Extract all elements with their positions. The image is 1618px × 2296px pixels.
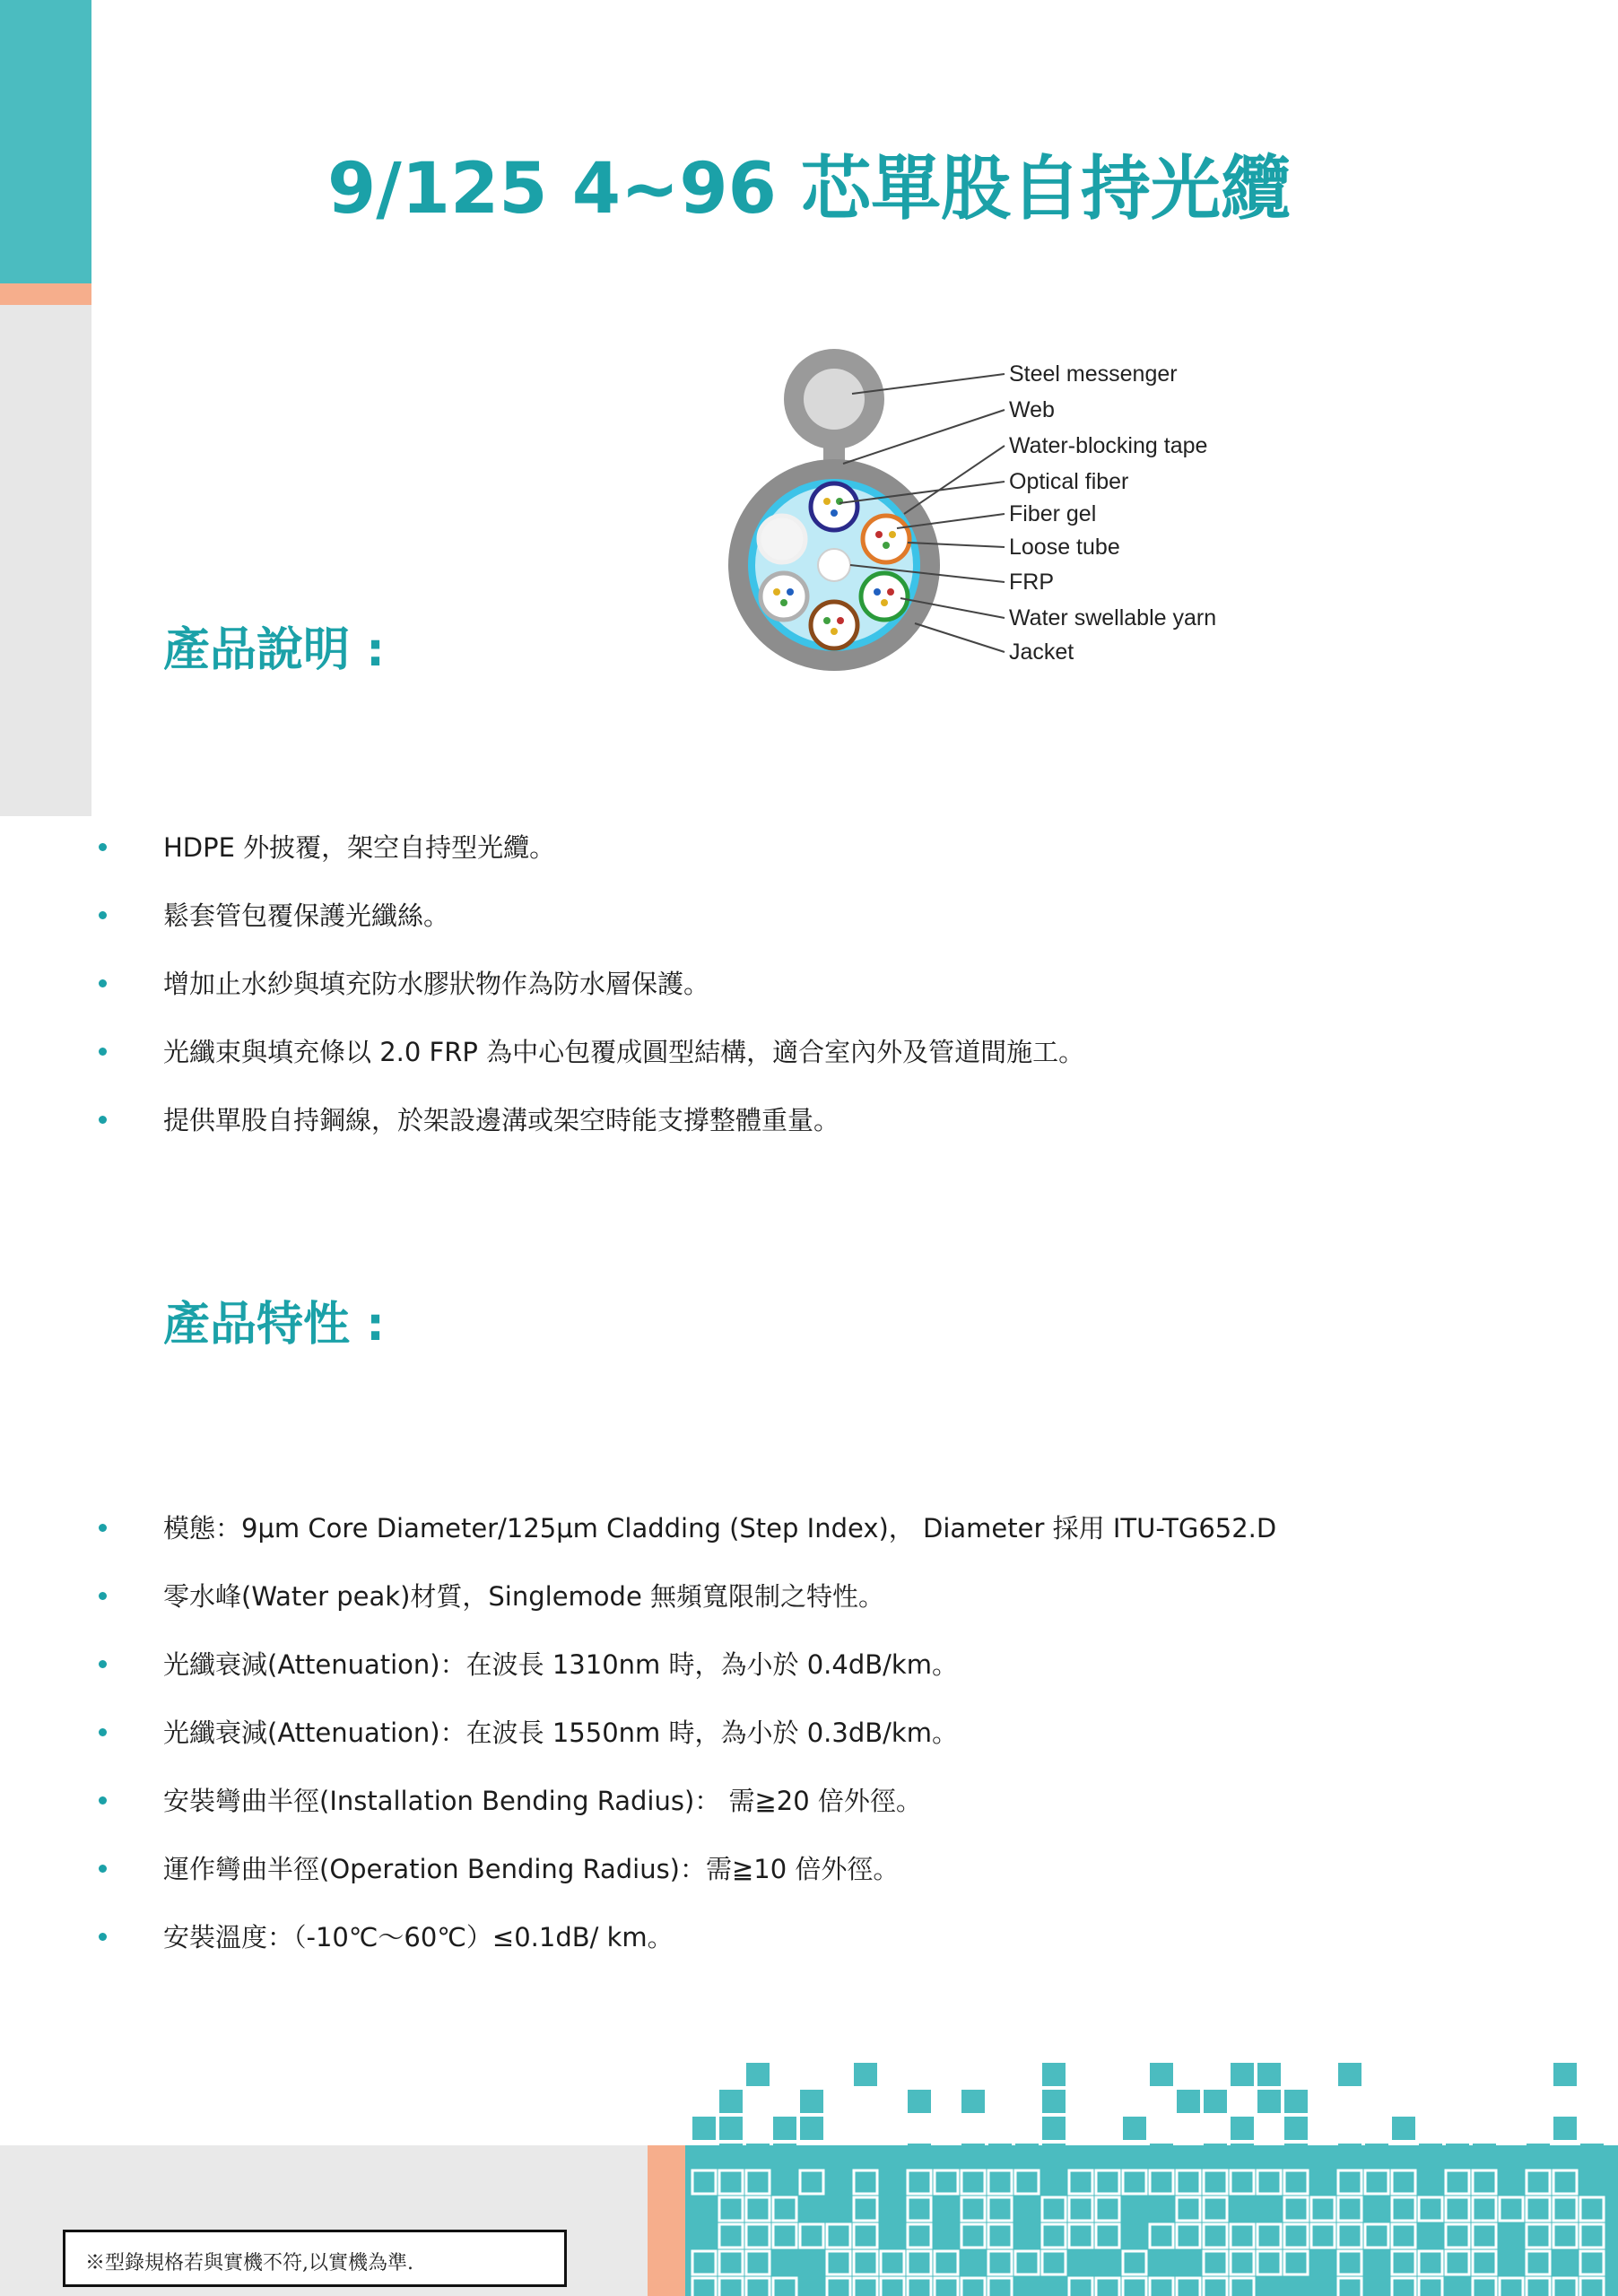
footer-pixel — [908, 2090, 931, 2113]
footer-pixel — [1446, 2197, 1469, 2221]
bullet-icon — [99, 979, 107, 987]
footer-pixel — [719, 2251, 743, 2274]
footer-pixel — [1338, 2063, 1361, 2086]
footer-pixel — [935, 2278, 958, 2296]
footer-pixel — [1177, 2197, 1200, 2221]
footer-pixel — [1042, 2197, 1066, 2221]
footer-pixel — [935, 2251, 958, 2274]
footer-pixel — [1365, 2224, 1388, 2248]
footer-pixel — [1473, 2278, 1496, 2296]
footer-pixel — [908, 2224, 931, 2248]
footer-pixel — [827, 2251, 850, 2274]
footer-pixel — [1392, 2251, 1415, 2274]
footer-pixel — [1069, 2197, 1092, 2221]
footer-pixel — [692, 2117, 716, 2140]
bullet-icon — [99, 1728, 107, 1736]
bullet-icon — [99, 1796, 107, 1805]
footer-pixel — [1015, 2251, 1039, 2274]
footer-pixel — [935, 2170, 958, 2194]
footer-pixel-pattern — [685, 2063, 1618, 2296]
footer-pixel — [1042, 2224, 1066, 2248]
footer-pixel — [961, 2197, 985, 2221]
bullet-icon — [99, 1116, 107, 1124]
loose-tube-green — [861, 573, 908, 620]
footer-pixel — [719, 2197, 743, 2221]
footer-pixel — [1231, 2144, 1254, 2167]
footer-pixel — [1446, 2251, 1469, 2274]
footer-pixel — [1257, 2170, 1281, 2194]
footer-pixel — [881, 2251, 904, 2274]
footer-pixel — [1123, 2251, 1146, 2274]
footer-pixel — [908, 2144, 931, 2167]
footer-pixel — [1365, 2144, 1388, 2167]
bullet-icon — [99, 911, 107, 919]
footer-pixel — [1042, 2251, 1066, 2274]
footer-pixel — [719, 2170, 743, 2194]
footer-pixel — [1580, 2197, 1604, 2221]
footer-pixel — [1284, 2224, 1308, 2248]
footer-pixel — [1527, 2278, 1550, 2296]
footer-pixel — [1204, 2278, 1227, 2296]
footer-pixel — [1392, 2278, 1415, 2296]
bullet-icon — [99, 1592, 107, 1600]
footer-pixel — [746, 2278, 770, 2296]
footer-pixel — [1096, 2278, 1119, 2296]
footer-pixel — [1096, 2224, 1119, 2248]
label-frp: FRP — [1009, 570, 1054, 595]
footer-pixel — [961, 2144, 985, 2167]
footer-pixel — [719, 2224, 743, 2248]
footer-pixel — [1527, 2197, 1550, 2221]
footer-pixel — [961, 2090, 985, 2113]
footer-pixel — [719, 2144, 743, 2167]
loose-tube-brown — [811, 602, 857, 648]
footer-pixel — [719, 2117, 743, 2140]
footer-pixel — [988, 2170, 1012, 2194]
section-heading-description: 產品說明 : — [163, 623, 385, 677]
footer-band-orange — [648, 2145, 685, 2296]
footer-pixel — [1392, 2197, 1415, 2221]
footer-pixel — [1015, 2170, 1039, 2194]
bullet-icon — [99, 843, 107, 851]
footer-pixel — [1392, 2224, 1415, 2248]
footer-pixel — [1580, 2278, 1604, 2296]
label-fiber-gel: Fiber gel — [1009, 501, 1097, 526]
footer-pixel — [1553, 2170, 1577, 2194]
bullet-icon — [99, 1933, 107, 1941]
footer-pixel — [800, 2117, 823, 2140]
footer-pixel — [1284, 2117, 1308, 2140]
footer-pixel — [1311, 2197, 1335, 2221]
footer-pixel — [800, 2170, 823, 2194]
label-optical-fiber: Optical fiber — [1009, 469, 1129, 494]
footer-pixel — [1096, 2170, 1119, 2194]
footer-pixel — [961, 2278, 985, 2296]
label-loose-tube: Loose tube — [1009, 535, 1120, 560]
footer-pixel — [1338, 2170, 1361, 2194]
footer-pixel — [1177, 2170, 1200, 2194]
footer-pixel — [719, 2278, 743, 2296]
footer-pixel — [1473, 2170, 1496, 2194]
footer-pixel — [1015, 2144, 1039, 2167]
footer-pixel — [1257, 2063, 1281, 2086]
label-water-blocking-tape: Water-blocking tape — [1009, 433, 1208, 458]
footer-pixel — [1365, 2170, 1388, 2194]
footer-pixel — [1042, 2144, 1066, 2167]
footer-pixel — [1580, 2251, 1604, 2274]
footer-pixel — [988, 2197, 1012, 2221]
footer-pixel — [1231, 2170, 1254, 2194]
footer-pixel — [1069, 2170, 1092, 2194]
footer-pixel — [1284, 2090, 1308, 2113]
footer-pixel — [1527, 2224, 1550, 2248]
footer-pixel — [988, 2144, 1012, 2167]
footer-pixel — [1580, 2224, 1604, 2248]
footer-pixel — [1311, 2224, 1335, 2248]
bullet-icon — [99, 1524, 107, 1532]
disclaimer-text: ※型錄規格若與實機不符,以實機為準. — [85, 2252, 413, 2274]
footer-pixel — [1204, 2170, 1227, 2194]
footer-pixel — [1284, 2197, 1308, 2221]
footer-pixel — [854, 2197, 877, 2221]
footer-pixel — [1150, 2144, 1173, 2167]
footer-pixel — [1473, 2197, 1496, 2221]
footer-pixel — [961, 2224, 985, 2248]
footer-pixel — [908, 2197, 931, 2221]
footer-pixel — [1446, 2224, 1469, 2248]
footer-pixel — [1150, 2063, 1173, 2086]
footer-pixel — [1338, 2278, 1361, 2296]
footer-pixel — [1042, 2063, 1066, 2086]
footer-pixel — [1257, 2224, 1281, 2248]
footer-pixel — [881, 2278, 904, 2296]
footer-pixel — [1150, 2170, 1173, 2194]
footer-pixel — [908, 2170, 931, 2194]
loose-tube-blue — [811, 483, 857, 530]
section-heading-features: 產品特性 : — [163, 1298, 385, 1352]
label-web: Web — [1009, 397, 1055, 422]
footer-pixel — [854, 2063, 877, 2086]
footer-pixel — [1231, 2117, 1254, 2140]
label-jacket: Jacket — [1009, 639, 1074, 665]
footer-pixel — [1500, 2197, 1523, 2221]
footer-pixel — [854, 2278, 877, 2296]
footer-pixel — [1392, 2170, 1415, 2194]
footer-pixel — [1338, 2197, 1361, 2221]
footer-pixel — [1419, 2278, 1442, 2296]
footer-pixel — [773, 2197, 796, 2221]
footer-pixel — [719, 2090, 743, 2113]
left-accent-bar-gray — [0, 305, 91, 816]
footer-pixel — [1392, 2117, 1415, 2140]
footer-pixel — [692, 2251, 716, 2274]
footer-pixel — [1284, 2170, 1308, 2194]
footer-pixel — [1123, 2117, 1146, 2140]
footer-pixel — [746, 2170, 770, 2194]
footer-pixel — [827, 2278, 850, 2296]
footer-pixel — [773, 2117, 796, 2140]
footer-pixel — [1123, 2170, 1146, 2194]
loose-tube-orange — [863, 516, 909, 562]
bullet-icon — [99, 1660, 107, 1668]
footer-pixel — [1553, 2063, 1577, 2086]
footer-pixel — [988, 2278, 1012, 2296]
footer-pixel — [854, 2170, 877, 2194]
footer-pixel — [1446, 2144, 1469, 2167]
loose-tube-white — [759, 516, 805, 562]
footer-pixel — [1069, 2224, 1092, 2248]
disclaimer-box — [63, 2230, 567, 2287]
footer-pixel — [1150, 2278, 1173, 2296]
steel-messenger-wire — [804, 369, 865, 430]
footer-pixel — [1446, 2170, 1469, 2194]
footer-pixel — [1204, 2197, 1227, 2221]
footer-pixel — [746, 2144, 770, 2167]
footer-pixel — [1231, 2063, 1254, 2086]
footer-pixel — [1204, 2090, 1227, 2113]
footer-pixel — [1553, 2197, 1577, 2221]
footer-pixel — [1338, 2144, 1361, 2167]
cable-cross-section-diagram — [709, 327, 1247, 713]
footer-pixel — [961, 2170, 985, 2194]
footer-pixel — [773, 2224, 796, 2248]
footer-pixel — [1177, 2224, 1200, 2248]
footer-pixel — [1231, 2278, 1254, 2296]
footer-pixel — [1527, 2251, 1550, 2274]
footer-pixel — [1257, 2090, 1281, 2113]
footer-pixel — [1580, 2144, 1604, 2167]
footer-pixel — [854, 2224, 877, 2248]
label-steel-messenger: Steel messenger — [1009, 361, 1178, 387]
footer-pixel — [1150, 2224, 1173, 2248]
footer-pixel — [1527, 2144, 1550, 2167]
footer-pixel — [1473, 2144, 1496, 2167]
footer-pixel — [1096, 2197, 1119, 2221]
footer-pixel — [1553, 2224, 1577, 2248]
footer-pixel — [1177, 2278, 1200, 2296]
footer-pixel — [1284, 2251, 1308, 2274]
footer-pixel — [1473, 2224, 1496, 2248]
footer-pixel — [1338, 2251, 1361, 2274]
footer-pixel — [908, 2251, 931, 2274]
footer-pixel — [773, 2144, 796, 2167]
footer-pixel — [1553, 2117, 1577, 2140]
footer-pixel — [692, 2170, 716, 2194]
left-accent-bar-orange — [0, 283, 91, 305]
footer-pixel — [1257, 2251, 1281, 2274]
footer-pixel — [746, 2224, 770, 2248]
footer-pixel — [1123, 2278, 1146, 2296]
footer-pixel — [1553, 2278, 1577, 2296]
footer-pixel — [800, 2090, 823, 2113]
diagram-labels — [1009, 361, 1216, 665]
footer-pixel — [1419, 2251, 1442, 2274]
footer-pixel — [1177, 2090, 1200, 2113]
bullet-icon — [99, 1865, 107, 1873]
footer-pixel — [800, 2224, 823, 2248]
footer-pixel — [746, 2251, 770, 2274]
footer-pixel — [1500, 2278, 1523, 2296]
loose-tube-gray — [761, 573, 807, 620]
footer-pixel — [746, 2197, 770, 2221]
footer-pixel — [1204, 2251, 1227, 2274]
footer-pixel — [1231, 2251, 1254, 2274]
footer-pixel — [746, 2063, 770, 2086]
footer-pixel — [1338, 2224, 1361, 2248]
page-title: 9/125 4~96 芯單股自持光纜 — [326, 149, 1292, 230]
label-water-swellable-yarn: Water swellable yarn — [1009, 605, 1217, 631]
frp — [818, 549, 850, 581]
footer-pixel — [988, 2224, 1012, 2248]
footer-pixel — [988, 2251, 1012, 2274]
footer-pixel — [908, 2278, 931, 2296]
footer-pixel — [1042, 2090, 1066, 2113]
footer-pixel — [1069, 2278, 1092, 2296]
footer-pixel — [827, 2224, 850, 2248]
footer-pixel — [854, 2251, 877, 2274]
footer-pixel — [1419, 2144, 1442, 2167]
footer-pixel — [1204, 2224, 1227, 2248]
footer-pixel — [692, 2278, 716, 2296]
footer-pixel — [1231, 2224, 1254, 2248]
footer-pixel — [773, 2278, 796, 2296]
footer-pixel — [1419, 2197, 1442, 2221]
footer-pixel — [1473, 2251, 1496, 2274]
footer-pixel — [1204, 2144, 1227, 2167]
footer-pixel — [1284, 2144, 1308, 2167]
bullet-icon — [99, 1048, 107, 1056]
footer-pixel — [1042, 2117, 1066, 2140]
footer-pixel — [1527, 2170, 1550, 2194]
